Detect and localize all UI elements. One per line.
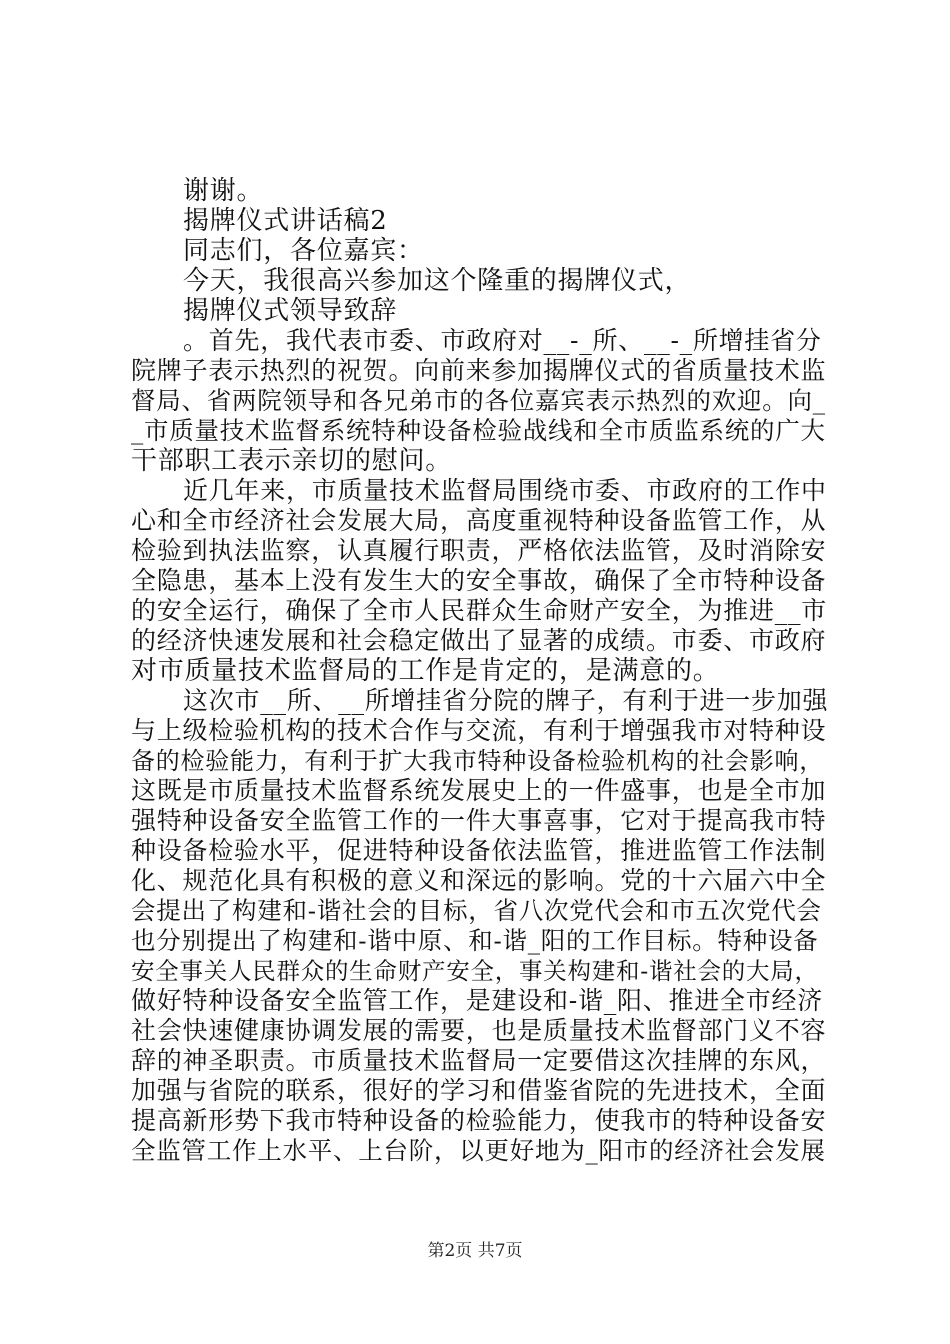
- text-line: 提高新形势下我市特种设备的检验能力，使我市的特种设备安: [131, 1106, 827, 1135]
- text-line: 。首先，我代表市委、市政府对__-_所、__-_所增挂省分: [183, 326, 822, 355]
- document-body: [131, 176, 831, 1166]
- text-line: 化、规范化具有积极的意义和深远的影响。党的十六届六中全: [131, 866, 827, 895]
- text-line: 安全事关人民群众的生命财产安全，事关构建和-谐社会的大局，: [131, 957, 819, 985]
- text-line: 强特种设备安全监管工作的一件大事喜事，它对于提高我市特: [131, 806, 827, 835]
- text-line: _市质量技术监督系统特种设备检验战线和全市质监系统的广大: [131, 416, 826, 445]
- text-line: 近几年来，市质量技术监督局围绕市委、市政府的工作中: [183, 476, 827, 505]
- text-line: 也分别提出了构建和-谐中原、和-谐_阳的工作目标。特种设备: [131, 926, 819, 955]
- text-line: 的安全运行，确保了全市人民群众生命财产安全，为推进__市: [131, 596, 828, 625]
- page-footer: 第2页 共7页: [427, 1241, 523, 1261]
- text-line: 会提出了构建和-谐社会的目标，省八次党代会和市五次党代会: [131, 896, 822, 925]
- text-line: 心和全市经济社会发展大局，高度重视特种设备监管工作，从: [131, 506, 827, 535]
- text-line: 备的检验能力，有利于扩大我市特种设备检验机构的社会影响，: [131, 747, 824, 775]
- text-line: 今天，我很高兴参加这个隆重的揭牌仪式，: [183, 266, 692, 296]
- text-line: 干部职工表示亲切的慰问。: [131, 446, 453, 476]
- text-line: 检验到执法监察，认真履行职责，严格依法监管，及时消除安: [131, 536, 827, 565]
- text-line: 加强与省院的联系，很好的学习和借鉴省院的先进技术，全面: [131, 1076, 827, 1105]
- text-line: 全隐患，基本上没有发生大的安全事故，确保了全市特种设备: [131, 566, 827, 595]
- text-line: 这次市__所、__所增挂省分院的牌子，有利于进一步加强: [183, 686, 829, 715]
- text-line: 做好特种设备安全监管工作，是建设和-谐_阳、推进全市经济: [131, 986, 823, 1015]
- text-line: 督局、省两院领导和各兄弟市的各位嘉宾表示热烈的欢迎。向_: [131, 386, 826, 415]
- text-line: 同志们，各位嘉宾：: [183, 236, 424, 266]
- text-line: 辞的神圣职责。市质量技术监督局一定要借这次挂牌的东风，: [131, 1046, 827, 1075]
- text-line: 揭牌仪式讲话稿2: [183, 206, 388, 236]
- text-line: 社会快速健康协调发展的需要，也是质量技术监督部门义不容: [131, 1016, 827, 1045]
- text-line: 谢谢。: [183, 176, 264, 206]
- text-line: 与上级检验机构的技术合作与交流，有利于增强我市对特种设: [131, 716, 827, 745]
- text-line: 的经济快速发展和社会稳定做出了显著的成绩。市委、市政府: [131, 626, 827, 655]
- text-line: 揭牌仪式领导致辞: [183, 296, 398, 326]
- text-line: 对市质量技术监督局的工作是肯定的，是满意的。: [131, 656, 720, 686]
- text-line: 院牌子表示热烈的祝贺。向前来参加揭牌仪式的省质量技术监: [131, 356, 827, 385]
- text-line: 种设备检验水平，促进特种设备依法监管，推进监管工作法制: [131, 836, 827, 865]
- text-line: 这既是市质量技术监督系统发展史上的一件盛事，也是全市加: [131, 776, 827, 805]
- text-line: 全监管工作上水平、上台阶，以更好地为_阳市的经济社会发展: [131, 1136, 826, 1165]
